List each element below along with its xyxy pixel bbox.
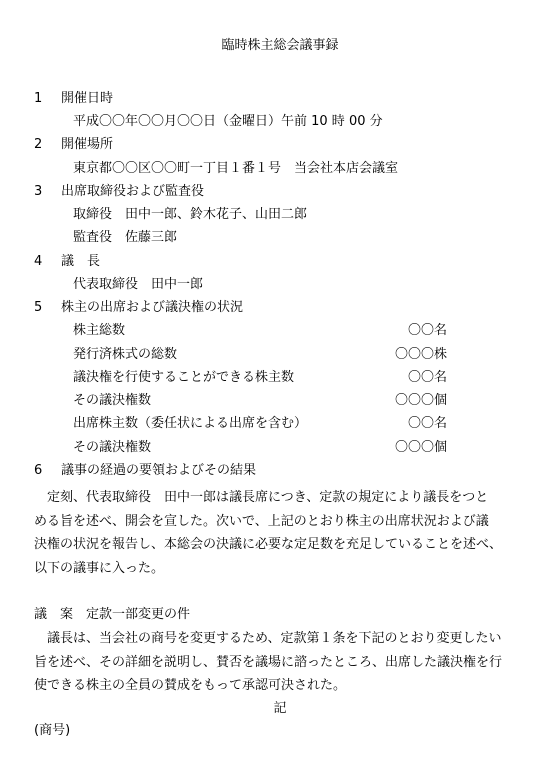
proceedings-text: 以下の議事に入った。 bbox=[34, 561, 165, 576]
section-1-label: 開催日時 bbox=[61, 91, 114, 106]
proceedings-text: 決権の状況を報告し、本総会の決議に必要な定足数を充足していることを述べ、 bbox=[34, 537, 503, 552]
proceedings-text: 定刻、代表取締役 田中一郎は議長席につき、定款の規定により議長をつと bbox=[34, 490, 489, 505]
meeting-place: 東京都〇〇区〇〇町一丁目１番１号 当会社本店会議室 bbox=[73, 161, 399, 176]
section-2-label: 開催場所 bbox=[61, 137, 114, 152]
auditor-line: 監査役 佐藤三郎 bbox=[73, 230, 178, 245]
chairperson-line: 代表取締役 田中一郎 bbox=[73, 277, 204, 292]
directors-line: 取締役 田中一郎、鈴木花子、山田二郎 bbox=[73, 207, 308, 222]
status-label: 株主総数 bbox=[73, 323, 126, 338]
trade-name-label: (商号) bbox=[34, 723, 71, 738]
section-2-number: 2 bbox=[34, 137, 43, 152]
proceedings-text: める旨を述べ、開会を宣した。次いで、上記のとおり株主の出席状況および議 bbox=[34, 514, 489, 529]
agenda-text: 議長は、当会社の商号を変更するため、定款第１条を下記のとおり変更したい bbox=[34, 631, 502, 646]
status-label: 発行済株式の総数 bbox=[73, 347, 178, 362]
status-value: 〇〇名 bbox=[407, 323, 447, 338]
status-value: 〇〇名 bbox=[407, 416, 447, 431]
agenda-heading: 議 案 定款一部変更の件 bbox=[34, 607, 191, 622]
section-3-number: 3 bbox=[34, 184, 43, 199]
section-1-number: 1 bbox=[34, 91, 43, 106]
agenda-text: 使できる株主の全員の賛成をもって承認可決された。 bbox=[34, 678, 347, 693]
agenda-text: 旨を述べ、その詳細を説明し、賛否を議場に諮ったところ、出席した議決権を行 bbox=[34, 655, 503, 670]
section-4-label: 議 長 bbox=[61, 254, 101, 269]
status-label: 出席株主数（委任状による出席を含む） bbox=[73, 416, 308, 431]
status-value: 〇〇名 bbox=[407, 370, 447, 385]
status-value: 〇〇〇株 bbox=[394, 347, 447, 362]
status-label: 議決権を行使することができる株主数 bbox=[73, 370, 295, 385]
section-6-label: 議事の経過の要領およびその結果 bbox=[61, 463, 257, 478]
meeting-datetime: 平成〇〇年〇〇月〇〇日（金曜日）午前 10 時 00 分 bbox=[73, 114, 383, 129]
status-value: 〇〇〇個 bbox=[394, 440, 447, 455]
section-6-number: 6 bbox=[34, 463, 43, 478]
status-value: 〇〇〇個 bbox=[394, 393, 447, 408]
ki-heading: 記 bbox=[273, 701, 287, 716]
section-5-number: 5 bbox=[34, 300, 43, 315]
status-label: その議決権数 bbox=[73, 393, 152, 408]
section-5-label: 株主の出席および議決権の状況 bbox=[61, 300, 244, 315]
section-4-number: 4 bbox=[34, 254, 43, 269]
status-label: その議決権数 bbox=[73, 440, 152, 455]
section-3-label: 出席取締役および監査役 bbox=[61, 184, 205, 199]
document-title: 臨時株主総会議事録 bbox=[221, 38, 339, 53]
